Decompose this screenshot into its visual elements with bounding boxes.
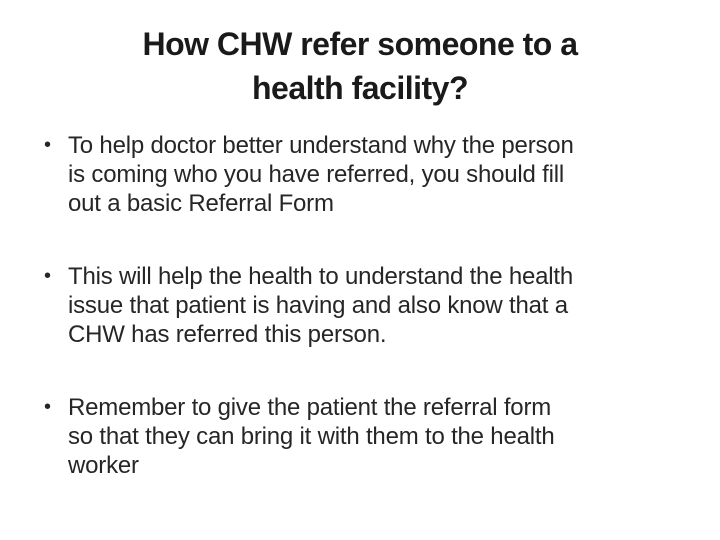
bullet-1-line-2: is coming who you have referred, you should fill [68, 161, 564, 189]
bullet-text-1 [68, 131, 574, 218]
bullet-icon: • [44, 134, 52, 157]
bullet-3-line-1: Remember to give the patient the referral form [68, 394, 552, 422]
bullet-2-line-3: CHW has referred this person. [68, 321, 387, 349]
bullet-2-line-2: issue that patient is having and also know that a [68, 292, 568, 320]
slide-title [0, 22, 720, 110]
bullet-item-3 [44, 393, 690, 480]
bullet-3-line-3: worker [68, 452, 139, 480]
bullet-text-3 [68, 393, 555, 480]
slide-title-line-1: How CHW refer someone to a [142, 26, 578, 62]
bullet-icon: • [44, 396, 52, 419]
bullet-3-line-2: so that they can bring it with them to the health [68, 423, 555, 451]
bullet-item-1 [44, 131, 690, 218]
bullet-list [0, 131, 720, 480]
bullet-1-line-1: To help doctor better understand why the person [68, 132, 574, 160]
slide-title-line-2: health facility? [251, 70, 469, 106]
bullet-1-line-3: out a basic Referral Form [68, 190, 334, 218]
bullet-2-line-1: This will help the health to understand the health [68, 263, 574, 291]
bullet-icon: • [44, 265, 52, 288]
bullet-text-2 [68, 262, 573, 349]
bullet-item-2 [44, 262, 690, 349]
